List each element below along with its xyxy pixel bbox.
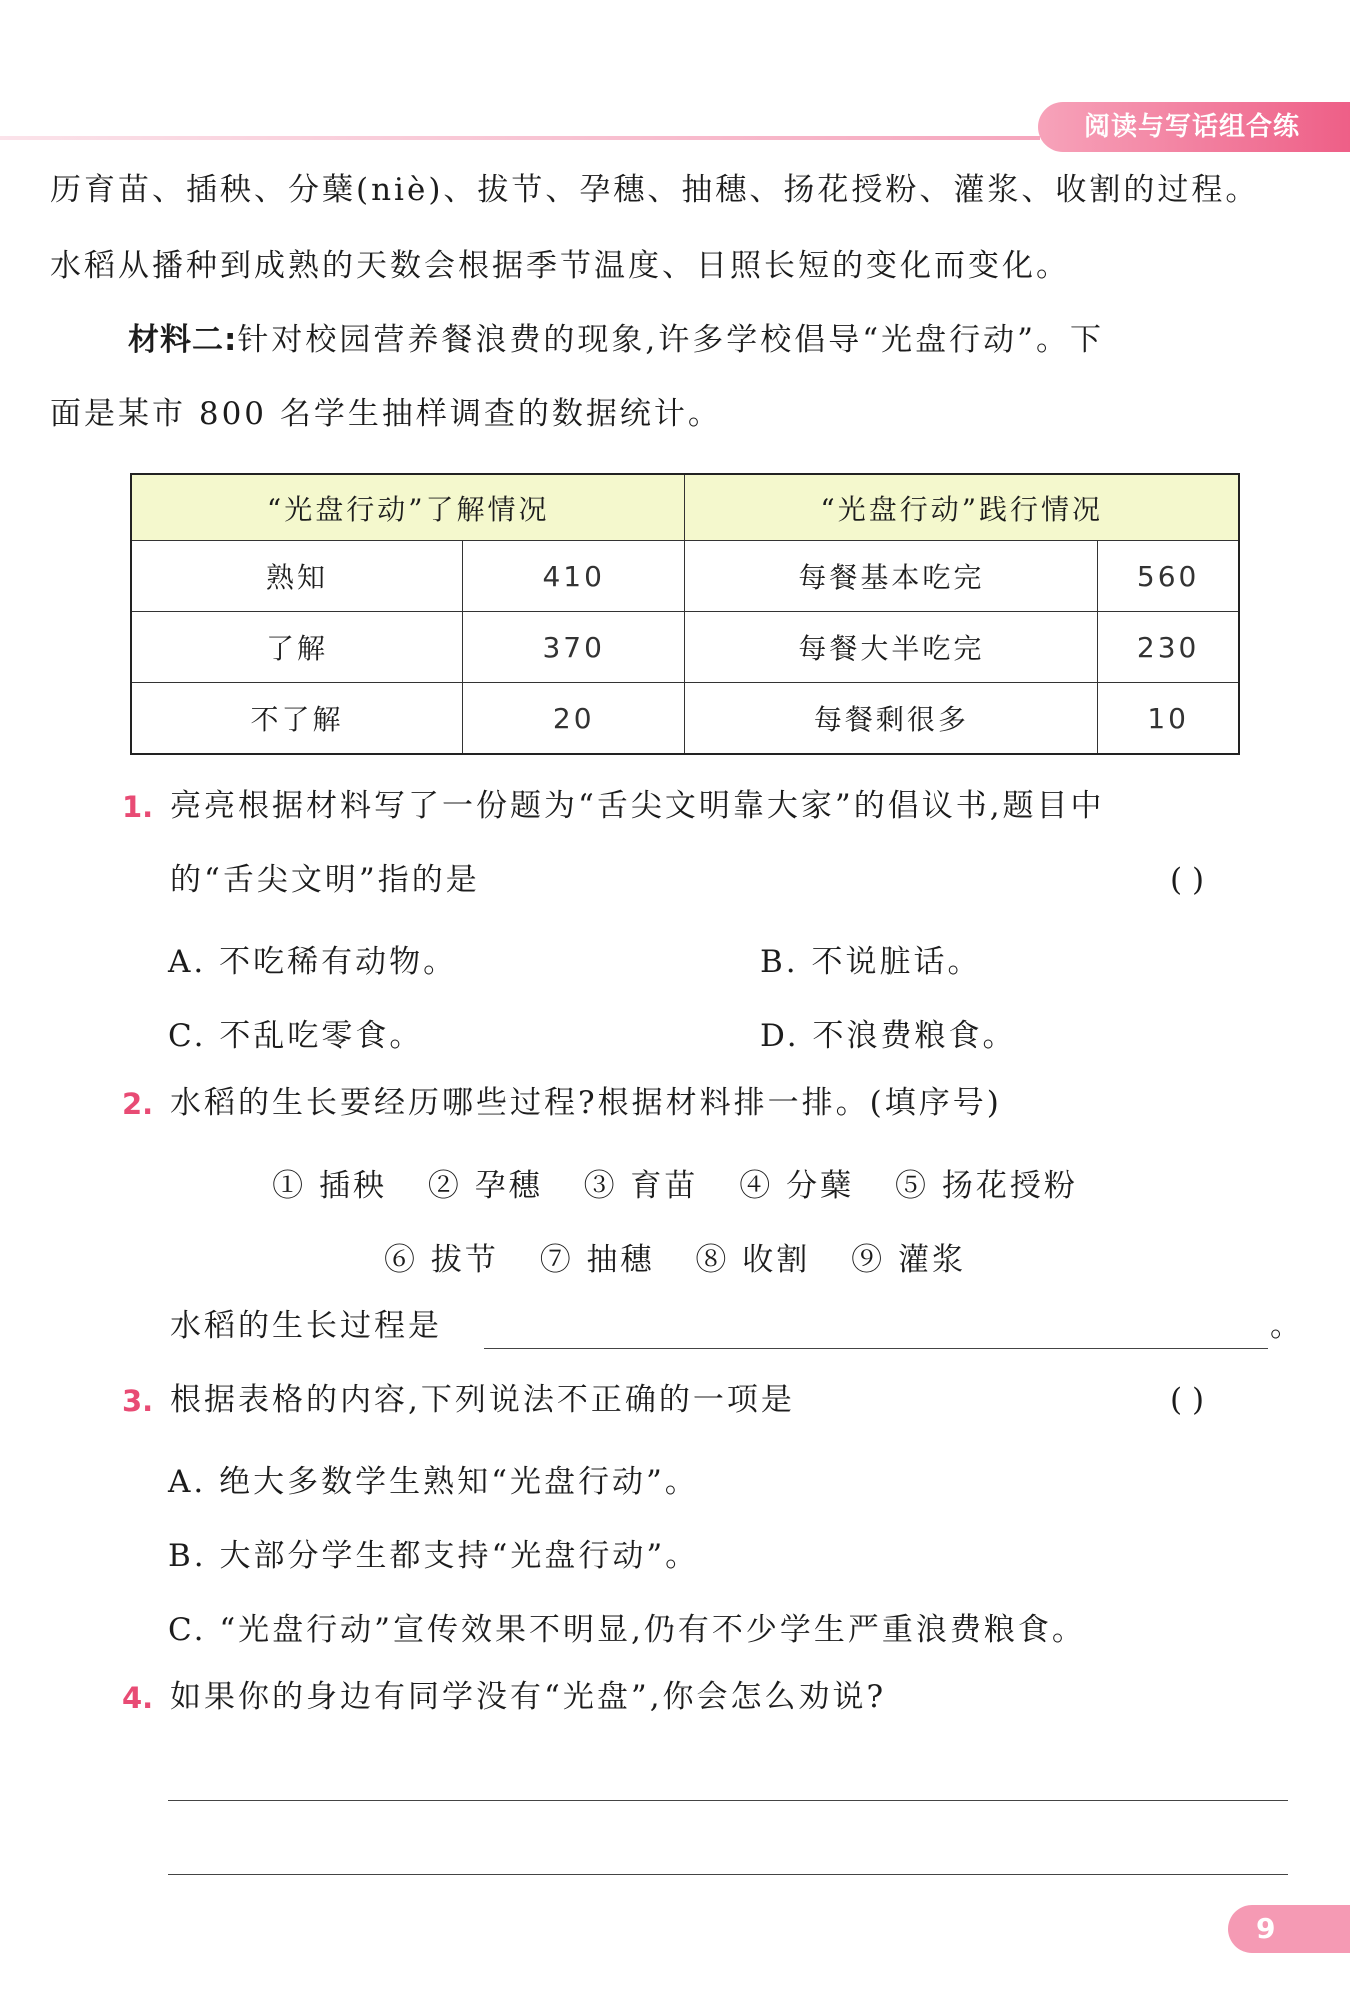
question-4-answer-line-2[interactable]	[168, 1874, 1288, 1875]
material-two-label: 材料二:	[128, 322, 238, 358]
page-number: 9	[1228, 1905, 1350, 1953]
passage-line-2: 水稻从播种到成熟的天数会根据季节温度、日照长短的变化而变化。	[50, 248, 1070, 284]
question-3-answer-blank[interactable]: ( )	[1170, 1382, 1205, 1418]
question-2-answer-suffix: 。	[1270, 1308, 1304, 1344]
question-1-option-d[interactable]: D. 不浪费粮食。	[760, 1018, 1017, 1054]
survey-table	[130, 473, 1240, 755]
question-3-text: 根据表格的内容,下列说法不正确的一项是	[170, 1382, 795, 1418]
question-2-number: 2.	[122, 1087, 154, 1121]
step-item: ⑧ 收割	[695, 1242, 811, 1278]
step-item: ⑨ 灌浆	[851, 1242, 966, 1278]
question-2-answer-prefix: 水稻的生长过程是	[170, 1308, 442, 1344]
question-2-steps-row-1	[0, 1160, 1350, 1205]
question-1-option-b[interactable]: B. 不说脏话。	[760, 944, 982, 980]
table-cell: 20	[462, 683, 685, 754]
question-1-text-line-1: 亮亮根据材料写了一份题为“舌尖文明靠大家”的倡议书,题目中	[170, 788, 1105, 824]
table-cell: 10	[1098, 683, 1239, 754]
table-row	[131, 541, 1239, 612]
table-header-practice: “光盘行动”践行情况	[685, 474, 1239, 541]
table-cell: 560	[1098, 541, 1239, 612]
table-cell: 每餐剩很多	[685, 683, 1098, 754]
question-1-text-line-2: 的“舌尖文明”指的是	[170, 862, 480, 898]
question-1-option-a[interactable]: A. 不吃稀有动物。	[168, 944, 458, 980]
step-item: ② 孕穗	[427, 1168, 543, 1204]
header-divider	[0, 136, 1040, 140]
question-1-number: 1.	[122, 790, 154, 824]
step-item: ① 插秧	[272, 1168, 387, 1204]
passage-line-1: 历育苗、插秧、分蘖(niè)、拔节、孕穗、抽穗、扬花授粉、灌浆、收割的过程。	[50, 172, 1260, 208]
question-2-answer-line[interactable]	[484, 1348, 1268, 1349]
question-3-option-c[interactable]: C. “光盘行动”宣传效果不明显,仍有不少学生严重浪费粮食。	[168, 1612, 1086, 1648]
table-cell: 每餐大半吃完	[685, 612, 1098, 683]
section-label: 阅读与写话组合练	[1038, 102, 1350, 152]
table-cell: 每餐基本吃完	[685, 541, 1098, 612]
question-2-steps-row-2	[0, 1234, 1350, 1279]
table-cell: 不了解	[131, 683, 462, 754]
question-4-answer-line-1[interactable]	[168, 1800, 1288, 1801]
question-3-option-b[interactable]: B. 大部分学生都支持“光盘行动”。	[168, 1538, 700, 1574]
table-header-awareness: “光盘行动”了解情况	[131, 474, 685, 541]
table-row	[131, 612, 1239, 683]
question-4-number: 4.	[122, 1681, 154, 1715]
step-item: ⑤ 扬花授粉	[895, 1168, 1078, 1204]
step-item: ③ 育苗	[583, 1168, 699, 1204]
table-cell: 了解	[131, 612, 462, 683]
question-3-option-a[interactable]: A. 绝大多数学生熟知“光盘行动”。	[168, 1464, 699, 1500]
step-item: ④ 分蘖	[739, 1168, 855, 1204]
question-3-number: 3.	[122, 1384, 154, 1418]
step-item: ⑦ 抽穗	[539, 1242, 655, 1278]
material-two-line	[128, 322, 1104, 359]
table-header-row	[131, 474, 1239, 541]
passage-line-4: 面是某市 800 名学生抽样调查的数据统计。	[50, 396, 722, 432]
passage-line-3: 针对校园营养餐浪费的现象,许多学校倡导“光盘行动”。下	[237, 322, 1104, 358]
table-row	[131, 683, 1239, 754]
table-cell: 410	[462, 541, 685, 612]
question-4-text: 如果你的身边有同学没有“光盘”,你会怎么劝说?	[170, 1679, 887, 1715]
step-item: ⑥ 拔节	[383, 1242, 499, 1278]
table-cell: 230	[1098, 612, 1239, 683]
question-1-answer-blank[interactable]: ( )	[1170, 862, 1205, 898]
question-2-text: 水稻的生长要经历哪些过程?根据材料排一排。(填序号)	[170, 1085, 1002, 1121]
question-1-option-c[interactable]: C. 不乱吃零食。	[168, 1018, 424, 1054]
table-cell: 熟知	[131, 541, 462, 612]
table-cell: 370	[462, 612, 685, 683]
